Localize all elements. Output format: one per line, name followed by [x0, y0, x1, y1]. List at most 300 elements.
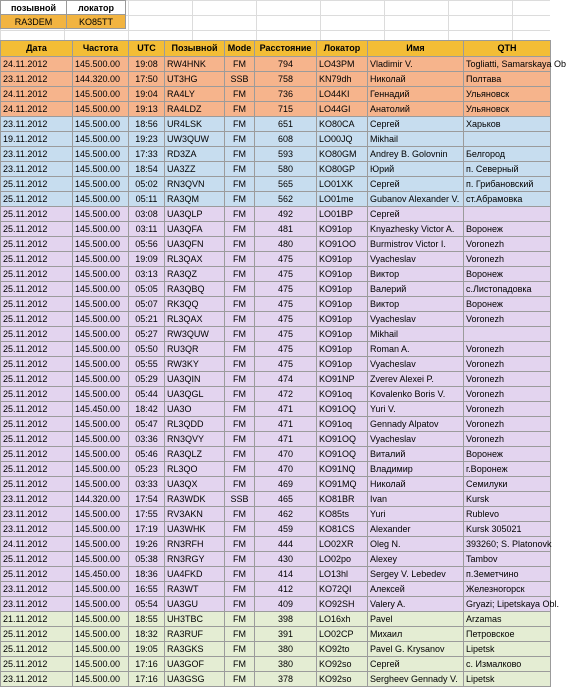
cell-callsign[interactable]: RN3QVY	[165, 432, 225, 447]
cell-callsign[interactable]: RA3QM	[165, 192, 225, 207]
cell-qth[interactable]: Voronezh	[464, 372, 551, 387]
cell-utc[interactable]: 19:08	[129, 57, 165, 72]
cell-mode[interactable]: FM	[225, 507, 255, 522]
cell-qth[interactable]: Ульяновск	[464, 102, 551, 117]
cell-distance[interactable]: 794	[255, 57, 317, 72]
cell-locator[interactable]: KO91op	[317, 357, 368, 372]
cell-qth[interactable]: Воронеж	[464, 267, 551, 282]
cell-locator[interactable]: LO01me	[317, 192, 368, 207]
cell-qth[interactable]: Воронеж	[464, 297, 551, 312]
cell-frequency[interactable]: 145.500.00	[73, 207, 129, 222]
cell-locator[interactable]: KO91OQ	[317, 447, 368, 462]
cell-name[interactable]: Николай	[368, 72, 464, 87]
cell-date[interactable]: 23.11.2012	[1, 72, 73, 87]
cell-date[interactable]: 25.11.2012	[1, 642, 73, 657]
cell-locator[interactable]: KO81BR	[317, 492, 368, 507]
cell-utc[interactable]: 05:38	[129, 552, 165, 567]
cell-distance[interactable]: 475	[255, 252, 317, 267]
cell-distance[interactable]: 651	[255, 117, 317, 132]
cell-locator[interactable]: KO91NQ	[317, 462, 368, 477]
cell-qth[interactable]: Tambov	[464, 552, 551, 567]
cell-mode[interactable]: FM	[225, 642, 255, 657]
cell-callsign[interactable]: RU3QR	[165, 342, 225, 357]
cell-date[interactable]: 21.11.2012	[1, 612, 73, 627]
column-header-callsign[interactable]: Позывной	[165, 41, 225, 57]
cell-name[interactable]: Mikhail	[368, 327, 464, 342]
cell-qth[interactable]: Ульяновск	[464, 87, 551, 102]
cell-mode[interactable]: FM	[225, 252, 255, 267]
cell-distance[interactable]: 398	[255, 612, 317, 627]
cell-utc[interactable]: 05:55	[129, 357, 165, 372]
cell-utc[interactable]: 03:36	[129, 432, 165, 447]
cell-utc[interactable]: 17:16	[129, 657, 165, 672]
cell-utc[interactable]: 17:33	[129, 147, 165, 162]
cell-frequency[interactable]: 145.500.00	[73, 297, 129, 312]
cell-date[interactable]: 25.11.2012	[1, 357, 73, 372]
cell-frequency[interactable]: 145.500.00	[73, 372, 129, 387]
cell-locator[interactable]: LO02po	[317, 552, 368, 567]
locator-value[interactable]: KO85TT	[66, 14, 126, 29]
cell-date[interactable]: 25.11.2012	[1, 432, 73, 447]
cell-utc[interactable]: 05:56	[129, 237, 165, 252]
cell-date[interactable]: 25.11.2012	[1, 207, 73, 222]
cell-locator[interactable]: KO92so	[317, 657, 368, 672]
cell-callsign[interactable]: RN3RGY	[165, 552, 225, 567]
cell-qth[interactable]: Voronezh	[464, 342, 551, 357]
cell-utc[interactable]: 17:16	[129, 672, 165, 687]
cell-mode[interactable]: FM	[225, 237, 255, 252]
cell-frequency[interactable]: 144.320.00	[73, 492, 129, 507]
cell-locator[interactable]: LO02CP	[317, 627, 368, 642]
cell-frequency[interactable]: 145.500.00	[73, 657, 129, 672]
cell-date[interactable]: 25.11.2012	[1, 222, 73, 237]
cell-mode[interactable]: FM	[225, 282, 255, 297]
column-header-distance[interactable]: Расстояние	[255, 41, 317, 57]
cell-locator[interactable]: KO85ts	[317, 507, 368, 522]
cell-callsign[interactable]: UA3GSG	[165, 672, 225, 687]
cell-distance[interactable]: 471	[255, 432, 317, 447]
cell-frequency[interactable]: 145.500.00	[73, 177, 129, 192]
cell-mode[interactable]: FM	[225, 132, 255, 147]
column-header-utc[interactable]: UTC	[129, 41, 165, 57]
cell-utc[interactable]: 05:44	[129, 387, 165, 402]
cell-date[interactable]: 24.11.2012	[1, 57, 73, 72]
cell-utc[interactable]: 05:21	[129, 312, 165, 327]
cell-locator[interactable]: KO92so	[317, 672, 368, 687]
cell-locator[interactable]: KO91NP	[317, 372, 368, 387]
column-header-locator[interactable]: Локатор	[317, 41, 368, 57]
cell-qth[interactable]: Воронеж	[464, 447, 551, 462]
cell-callsign[interactable]: RD3ZA	[165, 147, 225, 162]
cell-callsign[interactable]: RL3QAX	[165, 312, 225, 327]
cell-qth[interactable]: Kursk	[464, 492, 551, 507]
cell-callsign[interactable]: UA3QLP	[165, 207, 225, 222]
column-header-name[interactable]: Имя	[368, 41, 464, 57]
cell-distance[interactable]: 471	[255, 417, 317, 432]
cell-name[interactable]: Pavel G. Krysanov	[368, 642, 464, 657]
cell-mode[interactable]: FM	[225, 342, 255, 357]
cell-frequency[interactable]: 145.500.00	[73, 672, 129, 687]
column-header-qth[interactable]: QTH	[464, 41, 551, 57]
cell-locator[interactable]: LO44GI	[317, 102, 368, 117]
cell-date[interactable]: 25.11.2012	[1, 267, 73, 282]
cell-callsign[interactable]: UA3QX	[165, 477, 225, 492]
cell-qth[interactable]: Петровское	[464, 627, 551, 642]
cell-frequency[interactable]: 145.500.00	[73, 192, 129, 207]
cell-distance[interactable]: 471	[255, 402, 317, 417]
cell-date[interactable]: 25.11.2012	[1, 297, 73, 312]
cell-mode[interactable]: FM	[225, 672, 255, 687]
cell-callsign[interactable]: UA3QGL	[165, 387, 225, 402]
cell-frequency[interactable]: 145.500.00	[73, 642, 129, 657]
cell-frequency[interactable]: 145.500.00	[73, 342, 129, 357]
cell-date[interactable]: 19.11.2012	[1, 132, 73, 147]
cell-locator[interactable]: LO01XK	[317, 177, 368, 192]
cell-date[interactable]: 23.11.2012	[1, 672, 73, 687]
cell-mode[interactable]: FM	[225, 612, 255, 627]
cell-locator[interactable]: LO44KI	[317, 87, 368, 102]
cell-locator[interactable]: KO91oq	[317, 387, 368, 402]
cell-mode[interactable]: FM	[225, 87, 255, 102]
cell-qth[interactable]: Gryazi; Lipetskaya Obl.	[464, 597, 551, 612]
cell-callsign[interactable]: UA3ZZ	[165, 162, 225, 177]
cell-name[interactable]: Zverev Alexei P.	[368, 372, 464, 387]
cell-callsign[interactable]: UW3QUW	[165, 132, 225, 147]
cell-date[interactable]: 25.11.2012	[1, 252, 73, 267]
cell-mode[interactable]: FM	[225, 567, 255, 582]
cell-frequency[interactable]: 145.450.00	[73, 567, 129, 582]
cell-distance[interactable]: 470	[255, 447, 317, 462]
cell-distance[interactable]: 470	[255, 462, 317, 477]
column-header-mode[interactable]: Mode	[225, 41, 255, 57]
cell-date[interactable]: 25.11.2012	[1, 282, 73, 297]
cell-utc[interactable]: 17:50	[129, 72, 165, 87]
cell-utc[interactable]: 05:27	[129, 327, 165, 342]
cell-mode[interactable]: FM	[225, 57, 255, 72]
cell-mode[interactable]: FM	[225, 477, 255, 492]
cell-utc[interactable]: 19:04	[129, 87, 165, 102]
cell-callsign[interactable]: UA4FKD	[165, 567, 225, 582]
cell-frequency[interactable]: 145.500.00	[73, 132, 129, 147]
cell-frequency[interactable]: 145.500.00	[73, 87, 129, 102]
cell-mode[interactable]: FM	[225, 267, 255, 282]
cell-distance[interactable]: 475	[255, 357, 317, 372]
cell-name[interactable]: Pavel	[368, 612, 464, 627]
cell-mode[interactable]: FM	[225, 402, 255, 417]
cell-name[interactable]: Валерий	[368, 282, 464, 297]
cell-locator[interactable]: KO91OQ	[317, 432, 368, 447]
cell-qth[interactable]: Voronezh	[464, 312, 551, 327]
cell-frequency[interactable]: 145.500.00	[73, 387, 129, 402]
cell-frequency[interactable]: 145.500.00	[73, 222, 129, 237]
cell-name[interactable]: Vladimir V.	[368, 57, 464, 72]
cell-distance[interactable]: 608	[255, 132, 317, 147]
cell-callsign[interactable]: UA3QFN	[165, 237, 225, 252]
cell-date[interactable]: 25.11.2012	[1, 462, 73, 477]
cell-date[interactable]: 23.11.2012	[1, 162, 73, 177]
cell-distance[interactable]: 481	[255, 222, 317, 237]
cell-qth[interactable]	[464, 132, 551, 147]
cell-utc[interactable]: 17:55	[129, 507, 165, 522]
cell-name[interactable]: Сергей	[368, 657, 464, 672]
cell-frequency[interactable]: 145.500.00	[73, 252, 129, 267]
cell-date[interactable]: 23.11.2012	[1, 597, 73, 612]
cell-locator[interactable]: KO72QI	[317, 582, 368, 597]
cell-name[interactable]: Анатолий	[368, 102, 464, 117]
cell-name[interactable]: Mikhail	[368, 132, 464, 147]
cell-locator[interactable]: KO91op	[317, 327, 368, 342]
cell-frequency[interactable]: 145.500.00	[73, 147, 129, 162]
cell-date[interactable]: 24.11.2012	[1, 537, 73, 552]
cell-callsign[interactable]: RA3QBQ	[165, 282, 225, 297]
cell-frequency[interactable]: 145.500.00	[73, 447, 129, 462]
cell-frequency[interactable]: 145.500.00	[73, 597, 129, 612]
cell-qth[interactable]: п. Грибановский	[464, 177, 551, 192]
cell-date[interactable]: 23.11.2012	[1, 117, 73, 132]
cell-qth[interactable]: Семилуки	[464, 477, 551, 492]
cell-date[interactable]: 25.11.2012	[1, 312, 73, 327]
cell-frequency[interactable]: 145.500.00	[73, 462, 129, 477]
cell-name[interactable]: Gubanov Alexander V.	[368, 192, 464, 207]
cell-frequency[interactable]: 145.500.00	[73, 537, 129, 552]
cell-utc[interactable]: 05:23	[129, 462, 165, 477]
cell-mode[interactable]: FM	[225, 192, 255, 207]
cell-date[interactable]: 23.11.2012	[1, 492, 73, 507]
cell-distance[interactable]: 475	[255, 342, 317, 357]
cell-locator[interactable]: KO91op	[317, 342, 368, 357]
cell-distance[interactable]: 475	[255, 267, 317, 282]
cell-qth[interactable]: г.Воронеж	[464, 462, 551, 477]
cell-utc[interactable]: 18:56	[129, 117, 165, 132]
cell-date[interactable]: 24.11.2012	[1, 102, 73, 117]
cell-locator[interactable]: LO01BP	[317, 207, 368, 222]
cell-name[interactable]: Roman A.	[368, 342, 464, 357]
cell-callsign[interactable]: RL3QDD	[165, 417, 225, 432]
cell-name[interactable]: Alexander	[368, 522, 464, 537]
cell-frequency[interactable]: 145.450.00	[73, 402, 129, 417]
column-header-date[interactable]: Дата	[1, 41, 73, 57]
cell-distance[interactable]: 414	[255, 567, 317, 582]
cell-date[interactable]: 25.11.2012	[1, 417, 73, 432]
cell-date[interactable]: 25.11.2012	[1, 447, 73, 462]
cell-locator[interactable]: KO91MQ	[317, 477, 368, 492]
cell-date[interactable]: 25.11.2012	[1, 552, 73, 567]
cell-callsign[interactable]: UA3WHK	[165, 522, 225, 537]
cell-mode[interactable]: FM	[225, 117, 255, 132]
cell-qth[interactable]: с. Измалково	[464, 657, 551, 672]
cell-name[interactable]: Алексей	[368, 582, 464, 597]
cell-utc[interactable]: 19:05	[129, 642, 165, 657]
cell-frequency[interactable]: 145.500.00	[73, 582, 129, 597]
cell-name[interactable]: Ivan	[368, 492, 464, 507]
cell-locator[interactable]: KO92to	[317, 642, 368, 657]
cell-frequency[interactable]: 145.500.00	[73, 432, 129, 447]
cell-frequency[interactable]: 145.500.00	[73, 417, 129, 432]
cell-frequency[interactable]: 145.500.00	[73, 162, 129, 177]
cell-mode[interactable]: FM	[225, 462, 255, 477]
cell-mode[interactable]: FM	[225, 327, 255, 342]
cell-callsign[interactable]: UA3O	[165, 402, 225, 417]
cell-qth[interactable]: Белгород	[464, 147, 551, 162]
cell-date[interactable]: 25.11.2012	[1, 402, 73, 417]
cell-qth[interactable]	[464, 327, 551, 342]
cell-mode[interactable]: SSB	[225, 492, 255, 507]
cell-utc[interactable]: 05:02	[129, 177, 165, 192]
cell-distance[interactable]: 462	[255, 507, 317, 522]
cell-utc[interactable]: 18:54	[129, 162, 165, 177]
cell-name[interactable]: Михаил	[368, 627, 464, 642]
cell-name[interactable]: Burmistrov Victor I.	[368, 237, 464, 252]
cell-utc[interactable]: 05:54	[129, 597, 165, 612]
cell-frequency[interactable]: 145.500.00	[73, 357, 129, 372]
cell-name[interactable]: Владимир	[368, 462, 464, 477]
cell-utc[interactable]: 05:50	[129, 342, 165, 357]
cell-distance[interactable]: 409	[255, 597, 317, 612]
cell-date[interactable]: 25.11.2012	[1, 657, 73, 672]
cell-name[interactable]: Виталий	[368, 447, 464, 462]
cell-utc[interactable]: 19:26	[129, 537, 165, 552]
cell-utc[interactable]: 19:13	[129, 102, 165, 117]
cell-distance[interactable]: 412	[255, 582, 317, 597]
cell-utc[interactable]: 05:47	[129, 417, 165, 432]
cell-callsign[interactable]: UA3QFA	[165, 222, 225, 237]
cell-mode[interactable]: FM	[225, 447, 255, 462]
cell-callsign[interactable]: RL3QAX	[165, 252, 225, 267]
cell-frequency[interactable]: 145.500.00	[73, 267, 129, 282]
cell-mode[interactable]: FM	[225, 147, 255, 162]
cell-distance[interactable]: 736	[255, 87, 317, 102]
cell-name[interactable]: Виктор	[368, 267, 464, 282]
cell-name[interactable]: Сергей	[368, 117, 464, 132]
cell-date[interactable]: 25.11.2012	[1, 327, 73, 342]
cell-frequency[interactable]: 145.500.00	[73, 327, 129, 342]
cell-callsign[interactable]: RW3KY	[165, 357, 225, 372]
cell-date[interactable]: 25.11.2012	[1, 387, 73, 402]
cell-frequency[interactable]: 144.320.00	[73, 72, 129, 87]
cell-qth[interactable]: с.Листопадовка	[464, 282, 551, 297]
cell-date[interactable]: 25.11.2012	[1, 177, 73, 192]
cell-name[interactable]: Sergheev Gennady V.	[368, 672, 464, 687]
cell-name[interactable]: Gennady Alpatov	[368, 417, 464, 432]
cell-utc[interactable]: 19:23	[129, 132, 165, 147]
cell-qth[interactable]: Полтава	[464, 72, 551, 87]
cell-locator[interactable]: KO91OO	[317, 237, 368, 252]
cell-callsign[interactable]: UR4LSK	[165, 117, 225, 132]
cell-mode[interactable]: FM	[225, 417, 255, 432]
cell-utc[interactable]: 19:09	[129, 252, 165, 267]
cell-frequency[interactable]: 145.500.00	[73, 522, 129, 537]
cell-qth[interactable]: Voronezh	[464, 417, 551, 432]
cell-frequency[interactable]: 145.500.00	[73, 552, 129, 567]
cell-locator[interactable]: LO02XR	[317, 537, 368, 552]
cell-date[interactable]: 25.11.2012	[1, 627, 73, 642]
cell-callsign[interactable]: RA3GKS	[165, 642, 225, 657]
callsign-label[interactable]: позывной	[0, 0, 67, 15]
cell-distance[interactable]: 475	[255, 312, 317, 327]
cell-date[interactable]: 24.11.2012	[1, 87, 73, 102]
cell-name[interactable]: Vyacheslav	[368, 252, 464, 267]
cell-mode[interactable]: FM	[225, 312, 255, 327]
cell-distance[interactable]: 465	[255, 492, 317, 507]
cell-name[interactable]: Vyacheslav	[368, 432, 464, 447]
cell-callsign[interactable]: RN3QVN	[165, 177, 225, 192]
cell-qth[interactable]: Voronezh	[464, 432, 551, 447]
cell-utc[interactable]: 05:05	[129, 282, 165, 297]
cell-locator[interactable]: KO80CA	[317, 117, 368, 132]
cell-name[interactable]: Геннадий	[368, 87, 464, 102]
cell-mode[interactable]: FM	[225, 627, 255, 642]
cell-utc[interactable]: 03:08	[129, 207, 165, 222]
cell-callsign[interactable]: RA3RUF	[165, 627, 225, 642]
cell-frequency[interactable]: 145.500.00	[73, 237, 129, 252]
callsign-value[interactable]: RA3DEM	[0, 14, 67, 29]
cell-distance[interactable]: 480	[255, 237, 317, 252]
cell-name[interactable]: Sergey V. Lebedev	[368, 567, 464, 582]
cell-utc[interactable]: 17:19	[129, 522, 165, 537]
cell-name[interactable]: Николай	[368, 477, 464, 492]
cell-distance[interactable]: 391	[255, 627, 317, 642]
cell-distance[interactable]: 475	[255, 297, 317, 312]
cell-mode[interactable]: FM	[225, 372, 255, 387]
cell-distance[interactable]: 715	[255, 102, 317, 117]
cell-date[interactable]: 25.11.2012	[1, 477, 73, 492]
cell-callsign[interactable]: UA3GU	[165, 597, 225, 612]
cell-locator[interactable]: KO91op	[317, 312, 368, 327]
cell-distance[interactable]: 758	[255, 72, 317, 87]
cell-distance[interactable]: 380	[255, 657, 317, 672]
cell-callsign[interactable]: RW4HNK	[165, 57, 225, 72]
cell-name[interactable]: Сергей	[368, 207, 464, 222]
cell-date[interactable]: 25.11.2012	[1, 372, 73, 387]
cell-utc[interactable]: 18:36	[129, 567, 165, 582]
cell-utc[interactable]: 18:42	[129, 402, 165, 417]
cell-name[interactable]: Kovalenko Boris V.	[368, 387, 464, 402]
cell-qth[interactable]: Воронеж	[464, 222, 551, 237]
cell-callsign[interactable]: RA3WDK	[165, 492, 225, 507]
cell-name[interactable]: Сергей	[368, 177, 464, 192]
cell-date[interactable]: 25.11.2012	[1, 192, 73, 207]
cell-utc[interactable]: 05:29	[129, 372, 165, 387]
cell-name[interactable]: Alexey	[368, 552, 464, 567]
cell-distance[interactable]: 593	[255, 147, 317, 162]
cell-callsign[interactable]: UA3GOF	[165, 657, 225, 672]
cell-distance[interactable]: 562	[255, 192, 317, 207]
cell-mode[interactable]: FM	[225, 522, 255, 537]
cell-utc[interactable]: 03:13	[129, 267, 165, 282]
cell-locator[interactable]: KO81CS	[317, 522, 368, 537]
cell-name[interactable]: Yuri V.	[368, 402, 464, 417]
cell-mode[interactable]: FM	[225, 297, 255, 312]
cell-distance[interactable]: 475	[255, 282, 317, 297]
cell-locator[interactable]: KO91op	[317, 222, 368, 237]
cell-distance[interactable]: 492	[255, 207, 317, 222]
cell-callsign[interactable]: RV3AKN	[165, 507, 225, 522]
cell-frequency[interactable]: 145.500.00	[73, 282, 129, 297]
cell-utc[interactable]: 18:55	[129, 612, 165, 627]
cell-frequency[interactable]: 145.500.00	[73, 507, 129, 522]
cell-qth[interactable]: Voronezh	[464, 252, 551, 267]
cell-locator[interactable]: LO43PM	[317, 57, 368, 72]
cell-distance[interactable]: 430	[255, 552, 317, 567]
cell-distance[interactable]: 580	[255, 162, 317, 177]
cell-date[interactable]: 23.11.2012	[1, 507, 73, 522]
cell-distance[interactable]: 474	[255, 372, 317, 387]
cell-utc[interactable]: 17:54	[129, 492, 165, 507]
cell-qth[interactable]: Voronezh	[464, 357, 551, 372]
cell-callsign[interactable]: RA3QZ	[165, 267, 225, 282]
cell-date[interactable]: 25.11.2012	[1, 567, 73, 582]
column-header-frequency[interactable]: Частота	[73, 41, 129, 57]
